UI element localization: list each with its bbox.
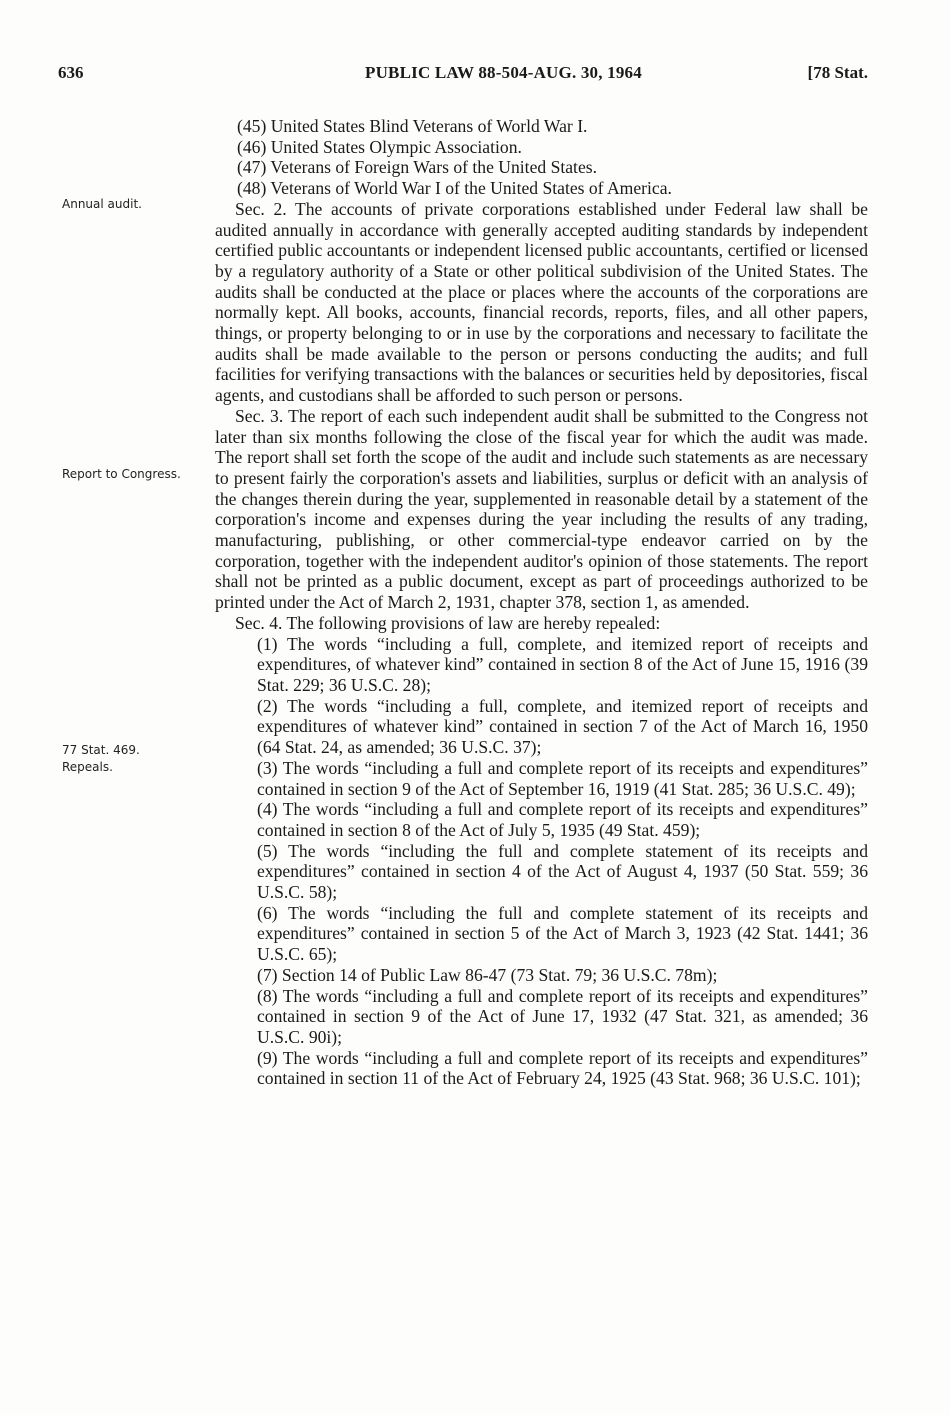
margin-note-report-to-congress: Report to Congress.	[62, 467, 181, 481]
provision-7: (7) Section 14 of Public Law 86-47 (73 Stat. 79; 36 U.S.C. 78m);	[257, 964, 718, 985]
provision-1: (1) The words “including a full, complete, and itemized report of receipts and expenditures, of whatever kind” contained in section 8 of the Act of June 15, 1916 (39 Stat. 229; 36 U.S.C. 28);	[257, 633, 868, 695]
list-item-48: (48) Veterans of World War I of the United States of America.	[237, 178, 672, 199]
provision-8: (8) The words “including a full and complete report of its receipts and expenditures” contained in section 9 of the Act of June 17, 1932 (47 Stat. 321, as amended; 36 U.S.C. 90i);	[257, 985, 868, 1047]
list-item-45: (45) United States Blind Veterans of World War I.	[237, 116, 588, 136]
list-item-46: (46) United States Olympic Association.	[237, 136, 522, 157]
section-3: Sec. 3. The report of each such independent audit shall be submitted to the Congress not later than six months following the close of the fiscal year for which the audit was made. The report shall set forth the scope of the audit and include such statements as are necessary to present fairly the corporation's assets and liabilities, surplus or deficit with an analysis of the changes therein during the year, supplemented in reasonable detail by a statement of the corporation's income and expenses during the year including the results of any trading, manufacturing, publishing, or other commercial-type endeavor carried on by the corporation, together with the independent auditor's opinion of those statements. The report shall not be printed as a public document, except as part of proceedings authorized to be printed under the Act of March 2, 1931, chapter 378, section 1, as amended.	[215, 405, 868, 613]
provision-4: (4) The words “including a full and complete report of its receipts and expenditures” contained in section 8 of the Act of July 5, 1935 (49 Stat. 459);	[257, 799, 868, 840]
provision-5: (5) The words “including the full and complete statement of its receipts and expenditures” contained in section 4 of the Act of August 4, 1937 (50 Stat. 559; 36 U.S.C. 58);	[257, 840, 868, 903]
provision-2: (2) The words “including a full, complete, and itemized report of receipts and expenditures of whatever kind” contained in section 7 of the Act of March 16, 1950 (64 Stat. 24, as amended; 36 U.S.C. 37);	[257, 695, 868, 758]
page-number: 636	[58, 63, 84, 82]
running-header	[58, 63, 868, 87]
provision-3: (3) The words “including a full and complete report of its receipts and expenditures” contained in section 9 of the Act of September 16, 1919 (41 Stat. 285; 36 U.S.C. 49);	[257, 757, 868, 799]
provision-9: (9) The words “including a full and complete report of its receipts and expenditures” contained in section 11 of the Act of February 24, 1925 (43 Stat. 968; 36 U.S.C. 101);	[257, 1047, 868, 1089]
section-4: Sec. 4. The following provisions of law are hereby repealed:	[235, 612, 661, 633]
margin-note-annual-audit: Annual audit.	[62, 197, 142, 211]
margin-note-stat-469: 77 Stat. 469.	[62, 743, 140, 757]
page-title: PUBLIC LAW 88-504-AUG. 30, 1964	[365, 63, 642, 82]
body-text	[215, 116, 868, 1089]
stat-reference: [78 Stat.	[807, 63, 868, 82]
margin-note-repeals: Repeals.	[62, 760, 113, 774]
list-item-47: (47) Veterans of Foreign Wars of the United States.	[237, 157, 597, 178]
section-2: Sec. 2. The accounts of private corporations established under Federal law shall be audited annually in accordance with generally accepted auditing standards by independent certified public accountants or independent licensed public accountants, certified or licensed by a regulatory authority of a State or other political subdivision of the United States. The audits shall be conducted at the place or places where the accounts of the corporations are normally kept. All books, accounts, financial records, reports, files, and all other papers, things, or property belonging to or in use by the corporations and necessary to facilitate the audits shall be made available to the person or persons conducting the audits; and full facilities for verifying transactions with the balances or securities held by depositories, fiscal agents, and custodians shall be afforded to such person or persons.	[215, 198, 868, 406]
provision-6: (6) The words “including the full and complete statement of its receipts and expenditures” contained in section 5 of the Act of March 3, 1923 (42 Stat. 1441; 36 U.S.C. 65);	[257, 902, 868, 965]
